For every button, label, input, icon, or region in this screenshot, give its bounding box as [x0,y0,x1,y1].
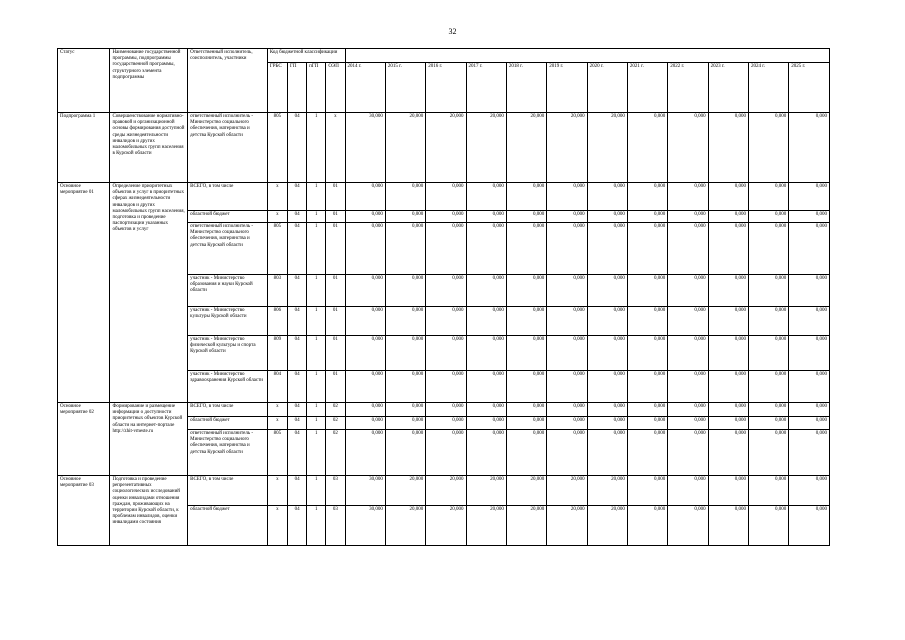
name-cell: Определение приоритетных объектов и услуг в приоритетных сферах жизнедеятельности инвалидов и других маломобильных групп населения, подготовка и проведение паспортизации указанных объектов и услуг [110,183,188,403]
value-cell: 0,000 [426,430,466,476]
executor-cell: областной бюджет [188,417,268,430]
header-years-blank [345,49,829,63]
name-cell: Совершенствование нормативно-правовой и организационной основы формирования доступной среды жизнедеятельности инвалидов и других маломобильных групп населения в Курской области [110,113,188,183]
grbs-cell: x [267,183,287,211]
oep-cell: 01 [326,183,345,211]
header-name: Наименование государственной программы, подпрограммы государственной программы, структурного элемента подпрограммы [110,49,188,113]
value-cell: 0,000 [708,417,748,430]
value-cell: 0,000 [627,430,667,476]
grbs-cell: x [267,403,287,417]
value-cell: 0,000 [426,275,466,307]
value-cell: 0,000 [789,223,830,275]
table-row [58,113,830,183]
value-cell: 0,000 [708,430,748,476]
header-year: 2020 г. [587,63,627,113]
oep-cell: 02 [326,403,345,417]
oep-cell: 02 [326,430,345,476]
value-cell: 0,000 [627,336,667,371]
table-row [58,183,830,211]
header-grbs: ГРБС [267,63,287,113]
value-cell: 0,000 [587,403,627,417]
value-cell: 0,000 [506,223,546,275]
value-cell: 0,000 [668,476,708,506]
value-cell: 0,000 [748,371,788,403]
gp-cell: 04 [288,417,307,430]
value-cell: 20,000 [587,476,627,506]
value-cell: 0,000 [789,183,830,211]
value-cell: 0,000 [708,211,748,223]
grbs-cell: 805 [267,113,287,183]
value-cell: 30,000 [345,476,385,506]
executor-cell: ВСЕГО, в том числе [188,183,268,211]
grbs-cell: x [267,211,287,223]
value-cell: 0,000 [789,307,830,336]
value-cell: 0,000 [466,275,506,307]
value-cell: 0,000 [627,371,667,403]
value-cell: 0,000 [748,403,788,417]
header-oep: ОЭП [326,63,345,113]
oep-cell: 03 [326,506,345,546]
value-cell: 0,000 [627,223,667,275]
value-cell: 0,000 [789,506,830,546]
gp-cell: 04 [288,183,307,211]
oep-cell: x [326,113,345,183]
value-cell: 20,000 [547,476,587,506]
gp-cell: 04 [288,113,307,183]
value-cell: 0,000 [547,211,587,223]
executor-cell: областной бюджет [188,506,268,546]
value-cell: 0,000 [789,336,830,371]
value-cell: 0,000 [345,211,385,223]
value-cell: 0,000 [345,430,385,476]
value-cell: 0,000 [708,336,748,371]
page-number: 32 [448,27,457,36]
value-cell: 0,000 [587,371,627,403]
value-cell: 0,000 [385,371,425,403]
value-cell: 0,000 [345,403,385,417]
status-cell: Основное мероприятие 03 [58,476,110,546]
value-cell: 0,000 [547,223,587,275]
value-cell: 0,000 [345,371,385,403]
value-cell: 0,000 [587,183,627,211]
value-cell: 0,000 [506,183,546,211]
value-cell: 0,000 [587,417,627,430]
executor-cell: ответственный исполнитель - Министерство социального обеспечения, материнства и детства Курской области [188,113,268,183]
value-cell: 0,000 [506,417,546,430]
value-cell: 0,000 [668,403,708,417]
value-cell: 0,000 [748,275,788,307]
value-cell: 0,000 [506,307,546,336]
value-cell: 20,000 [587,506,627,546]
executor-cell: участник - Министерство физической культуры и спорта Курской области [188,336,268,371]
value-cell: 0,000 [466,211,506,223]
value-cell: 0,000 [385,307,425,336]
value-cell: 0,000 [506,211,546,223]
executor-cell: ответственный исполнитель - Министерство социального обеспечения, материнства и детства Курской области [188,223,268,275]
value-cell: 0,000 [627,506,667,546]
value-cell: 20,000 [385,113,425,183]
value-cell: 0,000 [385,417,425,430]
value-cell: 0,000 [547,417,587,430]
grbs-cell: 809 [267,336,287,371]
value-cell: 0,000 [466,336,506,371]
value-cell: 0,000 [385,275,425,307]
value-cell: 0,000 [385,183,425,211]
header-pgp: пГП [307,63,326,113]
oep-cell: 01 [326,275,345,307]
value-cell: 0,000 [506,430,546,476]
executor-cell: участник - Министерство здравоохранения Курской области [188,371,268,403]
header-year: 2025 г. [789,63,830,113]
value-cell: 0,000 [668,307,708,336]
grbs-cell: 805 [267,223,287,275]
value-cell: 0,000 [547,183,587,211]
value-cell: 0,000 [748,183,788,211]
grbs-cell: 806 [267,307,287,336]
value-cell: 0,000 [385,430,425,476]
name-cell: Подготовка и проведение репрезентативных социологических исследований оценки инвалидами отношения граждан, проживающих на территории Курской области, к проблемам инвалидов, оценки инвалидами состояния [110,476,188,546]
value-cell: 0,000 [426,211,466,223]
value-cell: 0,000 [506,371,546,403]
value-cell: 0,000 [385,336,425,371]
value-cell: 0,000 [547,275,587,307]
value-cell: 0,000 [385,403,425,417]
header-year: 2024 г. [748,63,788,113]
value-cell: 0,000 [627,476,667,506]
gp-cell: 04 [288,336,307,371]
value-cell: 0,000 [668,223,708,275]
value-cell: 20,000 [587,113,627,183]
value-cell: 0,000 [789,371,830,403]
value-cell: 0,000 [466,417,506,430]
value-cell: 20,000 [385,476,425,506]
header-year: 2018 г. [506,63,546,113]
value-cell: 0,000 [587,223,627,275]
value-cell: 0,000 [789,417,830,430]
value-cell: 0,000 [708,275,748,307]
value-cell: 0,000 [426,371,466,403]
header-year: 2022 г. [668,63,708,113]
header-year: 2019 г. [547,63,587,113]
oep-cell: 03 [326,476,345,506]
value-cell: 0,000 [789,275,830,307]
value-cell: 0,000 [426,223,466,275]
header-year: 2023 г. [708,63,748,113]
budget-table [57,48,830,546]
value-cell: 0,000 [547,371,587,403]
value-cell: 0,000 [547,403,587,417]
value-cell: 20,000 [547,113,587,183]
gp-cell: 04 [288,430,307,476]
pgp-cell: 1 [307,430,326,476]
value-cell: 0,000 [466,307,506,336]
value-cell: 0,000 [587,211,627,223]
pgp-cell: 1 [307,476,326,506]
grbs-cell: x [267,417,287,430]
value-cell: 0,000 [506,275,546,307]
gp-cell: 04 [288,211,307,223]
header-status: Статус [58,49,110,113]
header-gp: ГП [288,63,307,113]
value-cell: 0,000 [345,223,385,275]
value-cell: 0,000 [668,417,708,430]
value-cell: 20,000 [385,506,425,546]
pgp-cell: 1 [307,211,326,223]
value-cell: 0,000 [587,275,627,307]
executor-cell: ВСЕГО, в том числе [188,403,268,417]
value-cell: 0,000 [708,307,748,336]
value-cell: 0,000 [627,403,667,417]
gp-cell: 04 [288,476,307,506]
value-cell: 0,000 [748,336,788,371]
pgp-cell: 1 [307,417,326,430]
name-cell: Формирование и размещение информации о доступности приоритетных объектов Курской области на интернет-портале http://zhit-vmeste.ru [110,403,188,476]
value-cell: 0,000 [748,476,788,506]
header-year: 2014 г. [345,63,385,113]
value-cell: 0,000 [627,113,667,183]
oep-cell: 01 [326,307,345,336]
pgp-cell: 1 [307,336,326,371]
value-cell: 0,000 [426,183,466,211]
value-cell: 0,000 [506,336,546,371]
value-cell: 0,000 [748,211,788,223]
value-cell: 0,000 [466,430,506,476]
value-cell: 0,000 [708,113,748,183]
value-cell: 0,000 [385,223,425,275]
value-cell: 0,000 [668,183,708,211]
value-cell: 0,000 [627,417,667,430]
pgp-cell: 1 [307,113,326,183]
grbs-cell: 803 [267,275,287,307]
table-body [58,113,830,546]
oep-cell: 02 [326,417,345,430]
pgp-cell: 1 [307,371,326,403]
gp-cell: 04 [288,275,307,307]
value-cell: 20,000 [466,476,506,506]
grbs-cell: 804 [267,371,287,403]
executor-cell: областной бюджет [188,211,268,223]
value-cell: 20,000 [506,113,546,183]
status-cell: Основное мероприятие 02 [58,403,110,476]
value-cell: 0,000 [426,307,466,336]
value-cell: 0,000 [748,430,788,476]
value-cell: 0,000 [668,430,708,476]
value-cell: 0,000 [426,417,466,430]
value-cell: 0,000 [748,307,788,336]
value-cell: 0,000 [668,113,708,183]
value-cell: 0,000 [668,211,708,223]
value-cell: 30,000 [345,506,385,546]
value-cell: 0,000 [345,183,385,211]
value-cell: 0,000 [345,336,385,371]
value-cell: 0,000 [547,307,587,336]
value-cell: 20,000 [466,113,506,183]
header-budget-code: Код бюджетной классификации [267,49,345,63]
executor-cell: ответственный исполнитель - Министерство социального обеспечения, материнства и детства Курской области [188,430,268,476]
value-cell: 0,000 [345,275,385,307]
oep-cell: 01 [326,371,345,403]
value-cell: 0,000 [789,113,830,183]
value-cell: 0,000 [668,275,708,307]
pgp-cell: 1 [307,403,326,417]
value-cell: 0,000 [708,403,748,417]
value-cell: 0,000 [426,403,466,417]
gp-cell: 04 [288,307,307,336]
value-cell: 0,000 [345,417,385,430]
gp-cell: 04 [288,371,307,403]
value-cell: 0,000 [748,113,788,183]
value-cell: 20,000 [426,476,466,506]
grbs-cell: 805 [267,430,287,476]
header-executor: Ответственный исполнитель, соисполнитель, участники [188,49,268,113]
oep-cell: 01 [326,336,345,371]
header-year: 2021 г. [627,63,667,113]
executor-cell: ВСЕГО, в том числе [188,476,268,506]
value-cell: 20,000 [426,506,466,546]
value-cell: 0,000 [668,336,708,371]
value-cell: 0,000 [708,476,748,506]
oep-cell: 01 [326,223,345,275]
value-cell: 0,000 [748,417,788,430]
value-cell: 0,000 [466,183,506,211]
value-cell: 0,000 [789,403,830,417]
value-cell: 20,000 [547,506,587,546]
gp-cell: 04 [288,506,307,546]
gp-cell: 04 [288,403,307,417]
executor-cell: участник - Министерство культуры Курской области [188,307,268,336]
table-row [58,476,830,506]
value-cell: 0,000 [547,336,587,371]
value-cell: 0,000 [426,336,466,371]
value-cell: 0,000 [708,506,748,546]
value-cell: 0,000 [345,307,385,336]
value-cell: 0,000 [708,223,748,275]
pgp-cell: 1 [307,183,326,211]
value-cell: 0,000 [789,430,830,476]
value-cell: 0,000 [708,371,748,403]
value-cell: 20,000 [506,476,546,506]
pgp-cell: 1 [307,275,326,307]
status-cell: Подпрограмма 1 [58,113,110,183]
header-year: 2017 г. [466,63,506,113]
executor-cell: участник - Министерство образования и науки Курской области [188,275,268,307]
header-year: 2015 г. [385,63,425,113]
value-cell: 0,000 [789,211,830,223]
value-cell: 0,000 [627,183,667,211]
value-cell: 0,000 [708,183,748,211]
table-row [58,403,830,417]
value-cell: 0,000 [587,430,627,476]
value-cell: 0,000 [547,430,587,476]
value-cell: 30,000 [345,113,385,183]
value-cell: 0,000 [466,371,506,403]
value-cell: 0,000 [466,223,506,275]
grbs-cell: x [267,506,287,546]
value-cell: 0,000 [466,403,506,417]
value-cell: 20,000 [466,506,506,546]
value-cell: 20,000 [426,113,466,183]
value-cell: 0,000 [506,403,546,417]
value-cell: 0,000 [385,211,425,223]
value-cell: 0,000 [748,223,788,275]
value-cell: 0,000 [627,275,667,307]
value-cell: 0,000 [587,336,627,371]
value-cell: 20,000 [506,506,546,546]
value-cell: 0,000 [668,371,708,403]
header-year: 2016 г. [426,63,466,113]
value-cell: 0,000 [668,506,708,546]
value-cell: 0,000 [748,506,788,546]
value-cell: 0,000 [627,211,667,223]
pgp-cell: 1 [307,223,326,275]
value-cell: 0,000 [587,307,627,336]
pgp-cell: 1 [307,307,326,336]
value-cell: 0,000 [627,307,667,336]
oep-cell: 01 [326,211,345,223]
grbs-cell: x [267,476,287,506]
value-cell: 0,000 [789,476,830,506]
pgp-cell: 1 [307,506,326,546]
gp-cell: 04 [288,223,307,275]
status-cell: Основное мероприятие 01 [58,183,110,403]
